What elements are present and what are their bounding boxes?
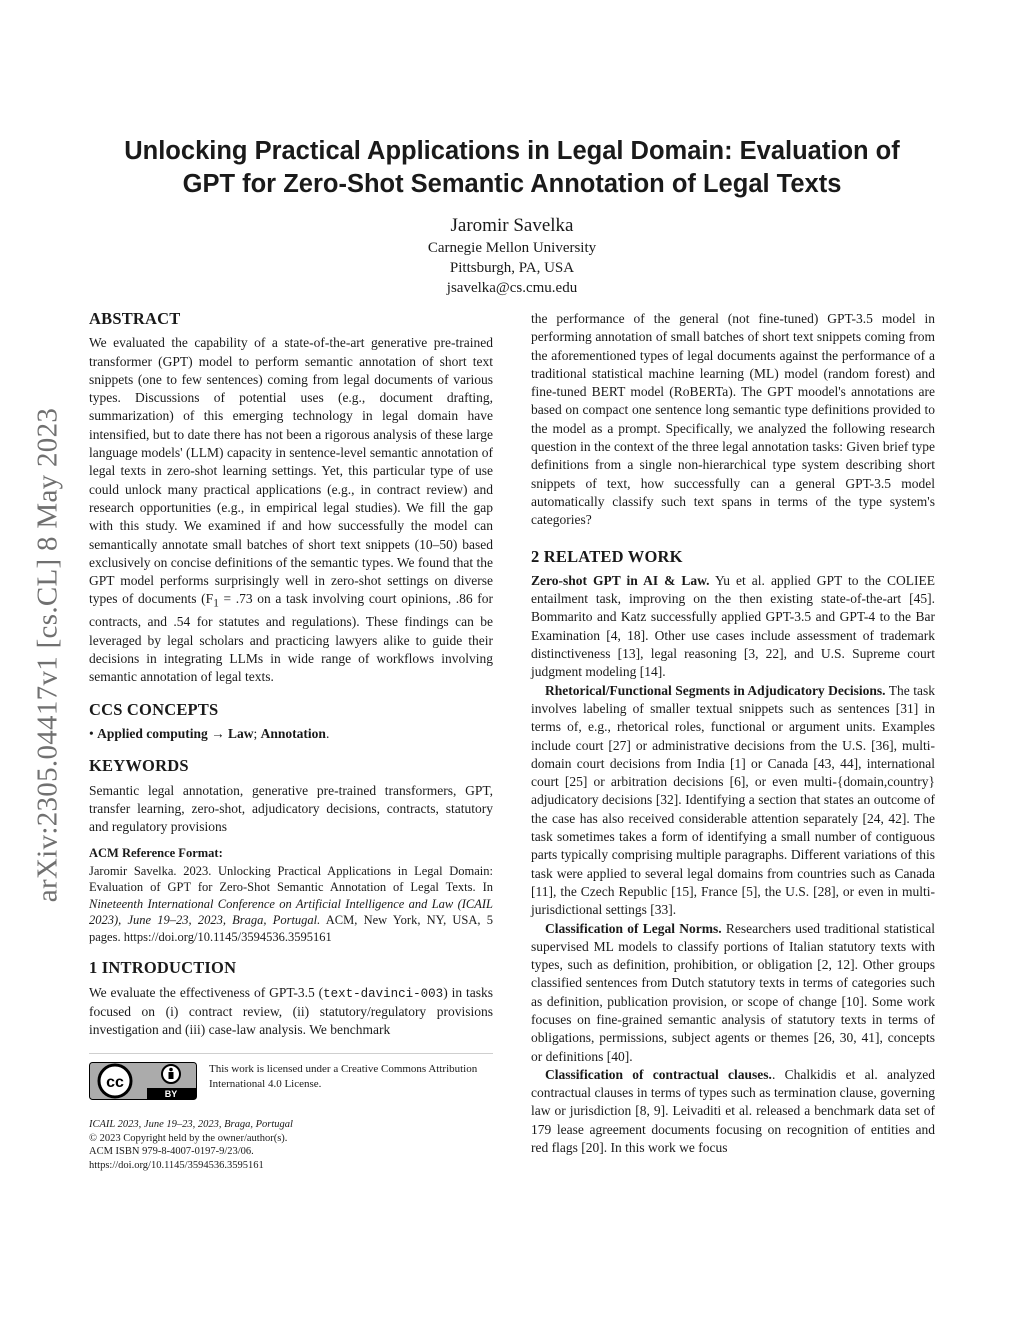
intro-text <box>89 984 493 1040</box>
author-name: Jaromir Savelka <box>450 215 574 236</box>
ccs-heading: CCS CONCEPTS <box>89 699 219 719</box>
related-p3-head: Classification of Legal Norms. <box>545 920 722 936</box>
abstract-text-a: We evaluated the capability of a state-of-the-art generative pre-trained transformer (GPT) model to perform semantic annotation of short text snippets (one to few sentences) coming from legal documents of various types. Discussions of potential uses (e.g., document drafting, summarization) of this emerging technology in legal domain have intensified, but to date there has not been a rigorous analysis of these large language models' (LLM) capacity in sentence-level semantic annotation of legal texts in zero-shot learning settings. Yet, this particular type of use could unlock many practical applications (e.g., in contract review) and research opportunities (e.g., in empirical legal studies). We fill the gap with this study. We examined if and how successfully the model can semantically annotate small batches of short text snippets (10–50) based exclusively on concise definitions of the semantic types. We found that the GPT model performs surprisingly well in zero-shot settings on diverse types of documents (F <box>89 335 493 607</box>
footer-copyright: © 2023 Copyright held by the owner/author(s). <box>89 1132 288 1144</box>
related-p1-head: Zero-shot GPT in AI & Law. <box>531 572 710 588</box>
intro-heading: 1 INTRODUCTION <box>89 958 237 978</box>
intro-text-b: ) in tasks focused on (i) contract review, (ii) statutory/regulatory provisions investigation and (iii) case-law analysis. We benchmark <box>89 984 493 1038</box>
license-block <box>89 1053 493 1100</box>
ccs-bullet: • <box>89 725 94 741</box>
abstract-heading: ABSTRACT <box>89 309 181 328</box>
by-label: BY <box>164 1089 178 1100</box>
keywords-heading: KEYWORDS <box>89 756 189 776</box>
author-affiliation: Carnegie Mellon University <box>427 240 597 256</box>
ccs-concepts <box>89 725 493 743</box>
page-footer <box>89 1118 493 1172</box>
footer-isbn: ACM ISBN 979-8-4007-0197-9/23/06. <box>89 1146 254 1158</box>
footer-venue: ICAIL 2023, June 19–23, 2023, Braga, Portugal <box>89 1119 293 1131</box>
f1-subscript: 1 <box>213 598 219 611</box>
ccs-separator: ; <box>253 725 261 741</box>
abstract-text-b: = .73 on a task involving court opinions, .86 for contracts, and .54 for statutes and regulations). These findings can be leveraged by legal scholars and practicing lawyers alike to guide their decisions in integrating LLMs in wide range of workflows involving semantic annotation of legal texts. <box>89 591 493 685</box>
author-location: Pittsburgh, PA, USA <box>449 260 575 276</box>
arxiv-id-text: arXiv:2305.04417v1 [cs.CL] 8 May 2023 <box>31 407 64 903</box>
intro-continuation: the performance of the general (not fine-tuned) GPT-3.5 model in performing annotation of small batches of short text snippets coming from the aforementioned types of legal documents against the performance of a traditional statistical machine learning (ML) model (random forest) and fine-tuned BERT model (RoBERTa). The GPT moodel's annotations are based on compact one sentence long semantic type definitions provided to the model as a prompt. Specifically, we analyzed the following research question in the context of the three legal annotation tasks: Given brief type definitions from a single non-hierarchical type system describing short snippets of text, how successfully can a general GPT-3.5 model automatically classify such text spans in terms of the type system's categories? <box>531 311 935 528</box>
related-p2-text: The task involves labeling of smaller textual snippets such as sentences [31] in terms of, e.g., rhetorical roles, functional or argument units. Examples include court [27] or administrative decisions from the U.S. [36], multi-domain court decisions from India [1] or Canada [43, 44], international court [25] or arbitration decisions [6], or even multi-{domain,country} adjudicatory decisions [32]. Identifying a section that states an outcome of the case has also received considerable attention separately [24, 42]. The task sometimes takes a form of identifying a small number of contiguous parts typically comprising multiple paragraphs. Different variations of this task were applied to several legal domains from countries such as Canada [11], the Czech Republic [15], France [5], the U.S. [28], or even in multi-jurisdictional settings [33]. <box>531 682 935 918</box>
reference-format-heading: ACM Reference Format: <box>89 846 223 861</box>
reference-text-a: Jaromir Savelka. 2023. Unlocking Practical Applications in Legal Domain: Evaluation of GPT for Zero-Shot Semantic Annotation of Legal Texts. In <box>89 863 493 895</box>
ccs-end: . <box>325 725 330 741</box>
keywords-text: Semantic legal annotation, generative pre-trained transformers, GPT, transfer learning, zero-shot, adjudicatory decisions, contracts, statutory and regulatory provisions <box>89 782 493 835</box>
cc-by-badge-icon <box>89 1062 197 1100</box>
title-line-2: GPT for Zero-Shot Semantic Annotation of Legal Texts <box>182 170 842 198</box>
model-name-code: text-davinci-003 <box>323 986 444 1001</box>
paper-title <box>60 135 964 201</box>
right-column <box>531 310 935 1157</box>
related-p1-text: Yu et al. applied GPT to the COLIEE entailment task, improving on the then existing state-of-the-art [45]. Bommarito and Katz successfully applied GPT-3.5 and GPT-4 to the Bar Examination [4, 18]. Other use cases include assessment of trademark distinctiveness [13], legal reasoning [3, 22], and U.S. Supreme court judgment modeling [14]. <box>531 572 935 680</box>
related-p4-head: Classification of contractual clauses. <box>545 1066 772 1082</box>
left-column <box>89 310 493 1172</box>
author-block <box>300 214 724 298</box>
ccs-concept-applied: Applied computing <box>97 725 208 741</box>
related-paragraph-rhetorical <box>531 682 935 920</box>
ccs-arrow: → <box>207 725 229 741</box>
related-p4-text: . Chalkidis et al. analyzed contractual clauses in terms of types such as termination clause, governing law or jurisdiction [8, 9]. Leivaditi et al. released a benchmark data set of 179 lease agreement documents focusing on recognition of entities and red flags [20]. In this work we focus <box>531 1066 935 1156</box>
reference-format-text <box>89 863 493 946</box>
related-paragraph-contractual <box>531 1066 935 1157</box>
intro-text-a: We evaluate the effectiveness of GPT-3.5 ( <box>89 984 324 1000</box>
title-line-1: Unlocking Practical Applications in Legal Domain: Evaluation of <box>124 137 900 165</box>
related-paragraph-legal-norms <box>531 920 935 1066</box>
related-p3-text: Researchers used traditional statistical supervised ML models to classify portions of Italian statutory texts with types, such as definition, prohibition, or obligation [2, 12]. Other groups classified sentences from Dutch statutory texts in terms of categories such as definition, publication provision, or scope of change [10]. Some work focuses on fine-grained semantic analysis of statutory texts in terms of obligations, permissions, subject agents or themes [26, 30, 41], concepts or definitions [40]. <box>531 920 935 1064</box>
footer-doi: https://doi.org/10.1145/3594536.3595161 <box>89 1159 264 1171</box>
reference-text-b: ACM, New York, NY, USA, 5 pages. https://doi.org/10.1145/3594536.3595161 <box>89 913 493 944</box>
author-email: jsavelka@cs.cmu.edu <box>446 280 578 296</box>
related-paragraph-zero-shot <box>531 572 935 682</box>
license-text: This work is licensed under a Creative Commons Attribution International 4.0 License. <box>209 1063 478 1090</box>
reference-venue: Nineteenth International Conference on Artificial Intelligence and Law (ICAIL 2023), June 19–23, 2023, Braga, Portugal. <box>89 896 493 928</box>
ccs-concept-annotation: Annotation <box>260 725 326 741</box>
cc-label: cc <box>106 1074 124 1092</box>
related-p2-head: Rhetorical/Functional Segments in Adjudicatory Decisions. <box>545 682 886 698</box>
related-work-heading: 2 RELATED WORK <box>531 546 683 566</box>
ccs-concept-law: Law <box>228 725 254 741</box>
arxiv-identifier <box>18 350 78 960</box>
abstract-text <box>89 334 493 686</box>
